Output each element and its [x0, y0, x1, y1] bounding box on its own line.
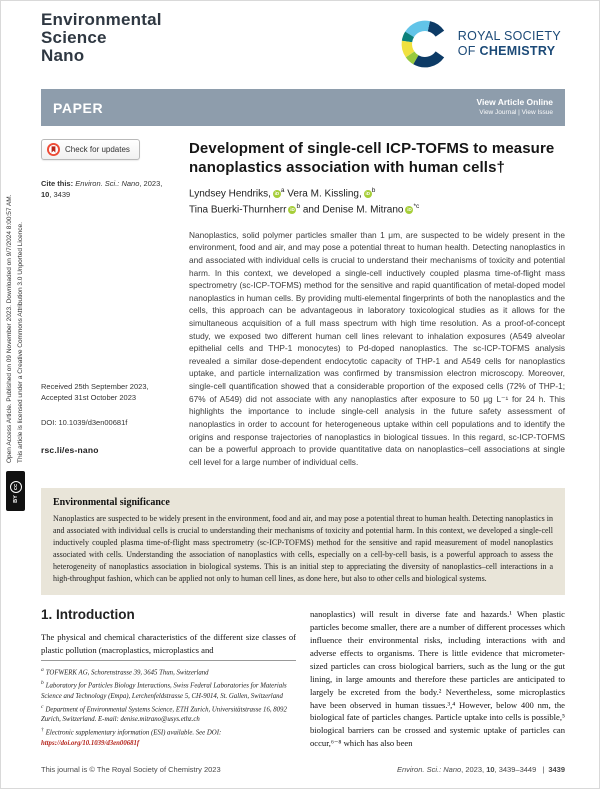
- accepted-date: Accepted 31st October 2023: [41, 393, 137, 403]
- footnote-c: $^c$ Department of Environmental Systems Science, ETH Zurich, Universitätstrasse 16, 8092 Zurich, Switzerland. E-mail: denise.mitrano@usys.ethz.ch: [41, 703, 287, 724]
- introduction-paragraph-right: nanoplastics) will result in diverse fate and hazards.¹ When plastic particles become smaller, there are a number of different processes which influence their environmental risks, including interactions with and adverse effects to organisms. There is little evidence that micrometer-sized particles can cross biological barriers, such as the lung or the gut lining, in large amounts and therefore these particles are anticipated to largely be excreted from the body.² Nevertheless, some microplastics have been observed in human tissues.³,⁴ However, below 400 nm, the biological fate of particles changes. Particle uptake into cells is possible,⁵ biological barriers can be crossed and systemic uptake of particles can occur,⁶⁻⁸ which has also been: [310, 609, 565, 749]
- journal-citation: Environ. Sci.: Nano, 2023, 10, 3439–3449 | 3439: [396, 765, 565, 774]
- body-column-left: [41, 607, 296, 750]
- open-access-sidebar: [1, 1, 31, 788]
- page-number: 3439: [548, 765, 565, 774]
- received-accepted: [41, 381, 179, 404]
- environmental-significance-box: [41, 488, 565, 595]
- rsc-c-ring-icon: [399, 18, 451, 70]
- article-meta-column: [41, 139, 189, 468]
- journal-title-line3: Nano: [41, 46, 85, 66]
- body-columns: [41, 607, 565, 750]
- open-access-line1: Open Access Article. Published on 09 November 2023. Downloaded on 9/7/2024 8:00:57 AM.: [6, 194, 13, 463]
- article-content-column: [189, 139, 565, 468]
- footnote-a: $^a$ TOFWERK AG, Schorenstrasse 39, 3645 Thun, Switzerland: [41, 666, 209, 677]
- banner-links: [476, 97, 553, 117]
- abstract: Nanoplastics, solid polymer particles smaller than 1 μm, are suspected to be widely present in the environment, food and air, and may pose a potential threat to human health. Detecting nanoplastics in and associated with individual cells is crucial to understand their mechanisms of toxicity and potential harm. In this context, we developed a single-cell inductively coupled plasma time-of-flight mass spectrometry (sc-ICP-TOFMS) method for the sensitive and rapid quantification of metal-doped model nanoplastics in human cells. By providing multi-elemental fingerprints of both the nanoplastics and the cells, this approach can be advantageous in laboratory toxicological studies as it allows for the simultaneous acquisition of a full mass spectrum with high time resolution. As a proof-of-concept study, we exposed two different human cell lines relevant to inhalation exposures (A549 alveolar epithelial cells and THP-1 monocytes) to Pd-doped nanoplastics. The sc-ICP-TOFMS analysis revealed a similar dose-dependent endocytotic capacity of THP-1 and A549 cells for nanoplastics uptake, and particle internalization was confirmed by transmission electron microscopy. Moreover, single-cell quantification showed that a considerable proportion of the exposed cells (72% of THP-1; 67% of A549) did not associate with any nanoplastics after exposure to 50 μg L⁻¹ for 24 h. This highlights the importance to include single-cell analysis in the future safety assessment of nanoplastics in order to account for heterogeneous uptake within cell populations and to identify the origins and response trajectories of nanoplastics in biological tissues. In this regard, sc-ICP-TOFMS can be a powerful approach to provide quantitative data on nanoplastics–cell associations at single cell level for a large number of individual cells.: [189, 229, 565, 467]
- footnotes: [41, 660, 296, 750]
- view-article-online-link[interactable]: View Article Online: [476, 97, 553, 108]
- cite-this: Cite this: Environ. Sci.: Nano, 2023, 10, 3439: [41, 179, 163, 200]
- cc-icon: cc: [10, 481, 22, 493]
- introduction-paragraph-left: The physical and chemical characteristics of the different size classes of plastic pollution (macroplastics, microplastics and: [41, 632, 296, 656]
- cc-by-label: BY: [12, 494, 19, 503]
- journal-site-link[interactable]: rsc.li/es-nano: [41, 444, 99, 455]
- environmental-significance-body: Nanoplastics are suspected to be widely present in the environment, food and air, and may pose a potential threat to human health. Detecting nanoplastics in and associated with individual cells is crucial to understanding their mechanisms of toxicity and potential harm. In this context, we developed a single-cell inductively coupled plasma time-of-flight mass spectrometry (sc-ICP-TOFMS) method for the sensitive and rapid measurement of model nanoplastics associated with cells. Understanding the association of nanoplastics with cells, especially on a cell-by-cell basis, is a powerful approach to assess the heterogeneity of nanoplastics association in biological systems. This is an initial step to appreciating the diversity of nanoplastics–cell interactions in a high-throughput fashion, which can be applied not only to human cell lines, as done here, but also to other cells and biological systems.: [53, 514, 553, 584]
- introduction-heading: 1. Introduction: [41, 607, 135, 623]
- rsc-logo-text: [458, 29, 561, 59]
- footnote-esi: † Electronic supplementary information (ESI) available. See DOI: https://doi.org/10.1039/d3en00681f: [41, 727, 222, 747]
- footnote-b: $^b$ Laboratory for Particles Biology Interactions, Swiss Federal Laboratories for Materials Science and Technology (Empa), Lerchenfeldstrasse 5, CH-9014, St. Gallen, Switzerland: [41, 680, 287, 700]
- authors: [189, 186, 565, 218]
- environmental-significance-heading: Environmental significance: [53, 497, 170, 509]
- orcid-icon[interactable]: iD: [290, 207, 295, 213]
- cite-volume: 10: [41, 190, 50, 200]
- copyright-notice: This journal is © The Royal Society of Chemistry 2023: [41, 765, 221, 774]
- authors-line2: [189, 202, 565, 218]
- masthead: [41, 11, 565, 89]
- view-journal-issue-links[interactable]: View Journal | View Issue: [479, 108, 553, 116]
- author-affiliation: b: [296, 202, 301, 210]
- author-affiliation: *c: [413, 202, 420, 210]
- crossmark-icon: [47, 143, 60, 156]
- cite-label: Cite this:: [41, 179, 74, 188]
- article-title: Development of single-cell ICP-TOFMS to measure nanoplastics association with human cells†: [189, 140, 555, 177]
- journal-title-line1: Environmental: [41, 10, 162, 29]
- journal-title: [41, 11, 162, 66]
- paper-label: PAPER: [53, 99, 104, 116]
- open-access-line2: This article is licensed under a Creative Commons Attribution 3.0 Unported Licence.: [16, 222, 24, 463]
- authors-line1: [189, 186, 565, 202]
- received-date: Received 25th September 2023,: [41, 381, 149, 391]
- author-name: Vera M. Kissling,: [287, 188, 362, 200]
- page-footer: [41, 765, 565, 774]
- open-access-rotated-text: [5, 133, 26, 463]
- author-affiliation: b: [371, 187, 376, 195]
- check-for-updates-label: Check for updates: [65, 145, 130, 154]
- esi-doi-link[interactable]: https://doi.org/10.1039/d3en00681f: [41, 739, 140, 747]
- author-name: Lyndsey Hendriks,: [189, 188, 271, 200]
- article-header: [41, 139, 565, 468]
- author-name: and Denise M. Mitrano: [302, 204, 404, 216]
- orcid-icon[interactable]: iD: [274, 191, 280, 197]
- author-affiliation: a: [280, 187, 285, 195]
- doi: DOI: 10.1039/d3en00681f: [41, 417, 128, 427]
- paper-banner: [41, 89, 565, 126]
- body-column-right: [310, 607, 565, 750]
- orcid-icon[interactable]: iD: [407, 207, 412, 213]
- cite-journal: Environ. Sci.: Nano: [75, 179, 140, 188]
- check-for-updates-button[interactable]: [41, 139, 140, 160]
- cc-by-license-badge[interactable]: [6, 471, 25, 511]
- rsc-logo: [399, 18, 561, 70]
- rsc-logo-line2: OF CHEMISTRY: [457, 44, 556, 58]
- author-name: Tina Buerki-Thurnherr: [189, 204, 287, 216]
- rsc-logo-line1: ROYAL SOCIETY: [457, 29, 561, 44]
- orcid-icon[interactable]: iD: [365, 191, 371, 197]
- journal-title-line2: Science: [41, 28, 107, 48]
